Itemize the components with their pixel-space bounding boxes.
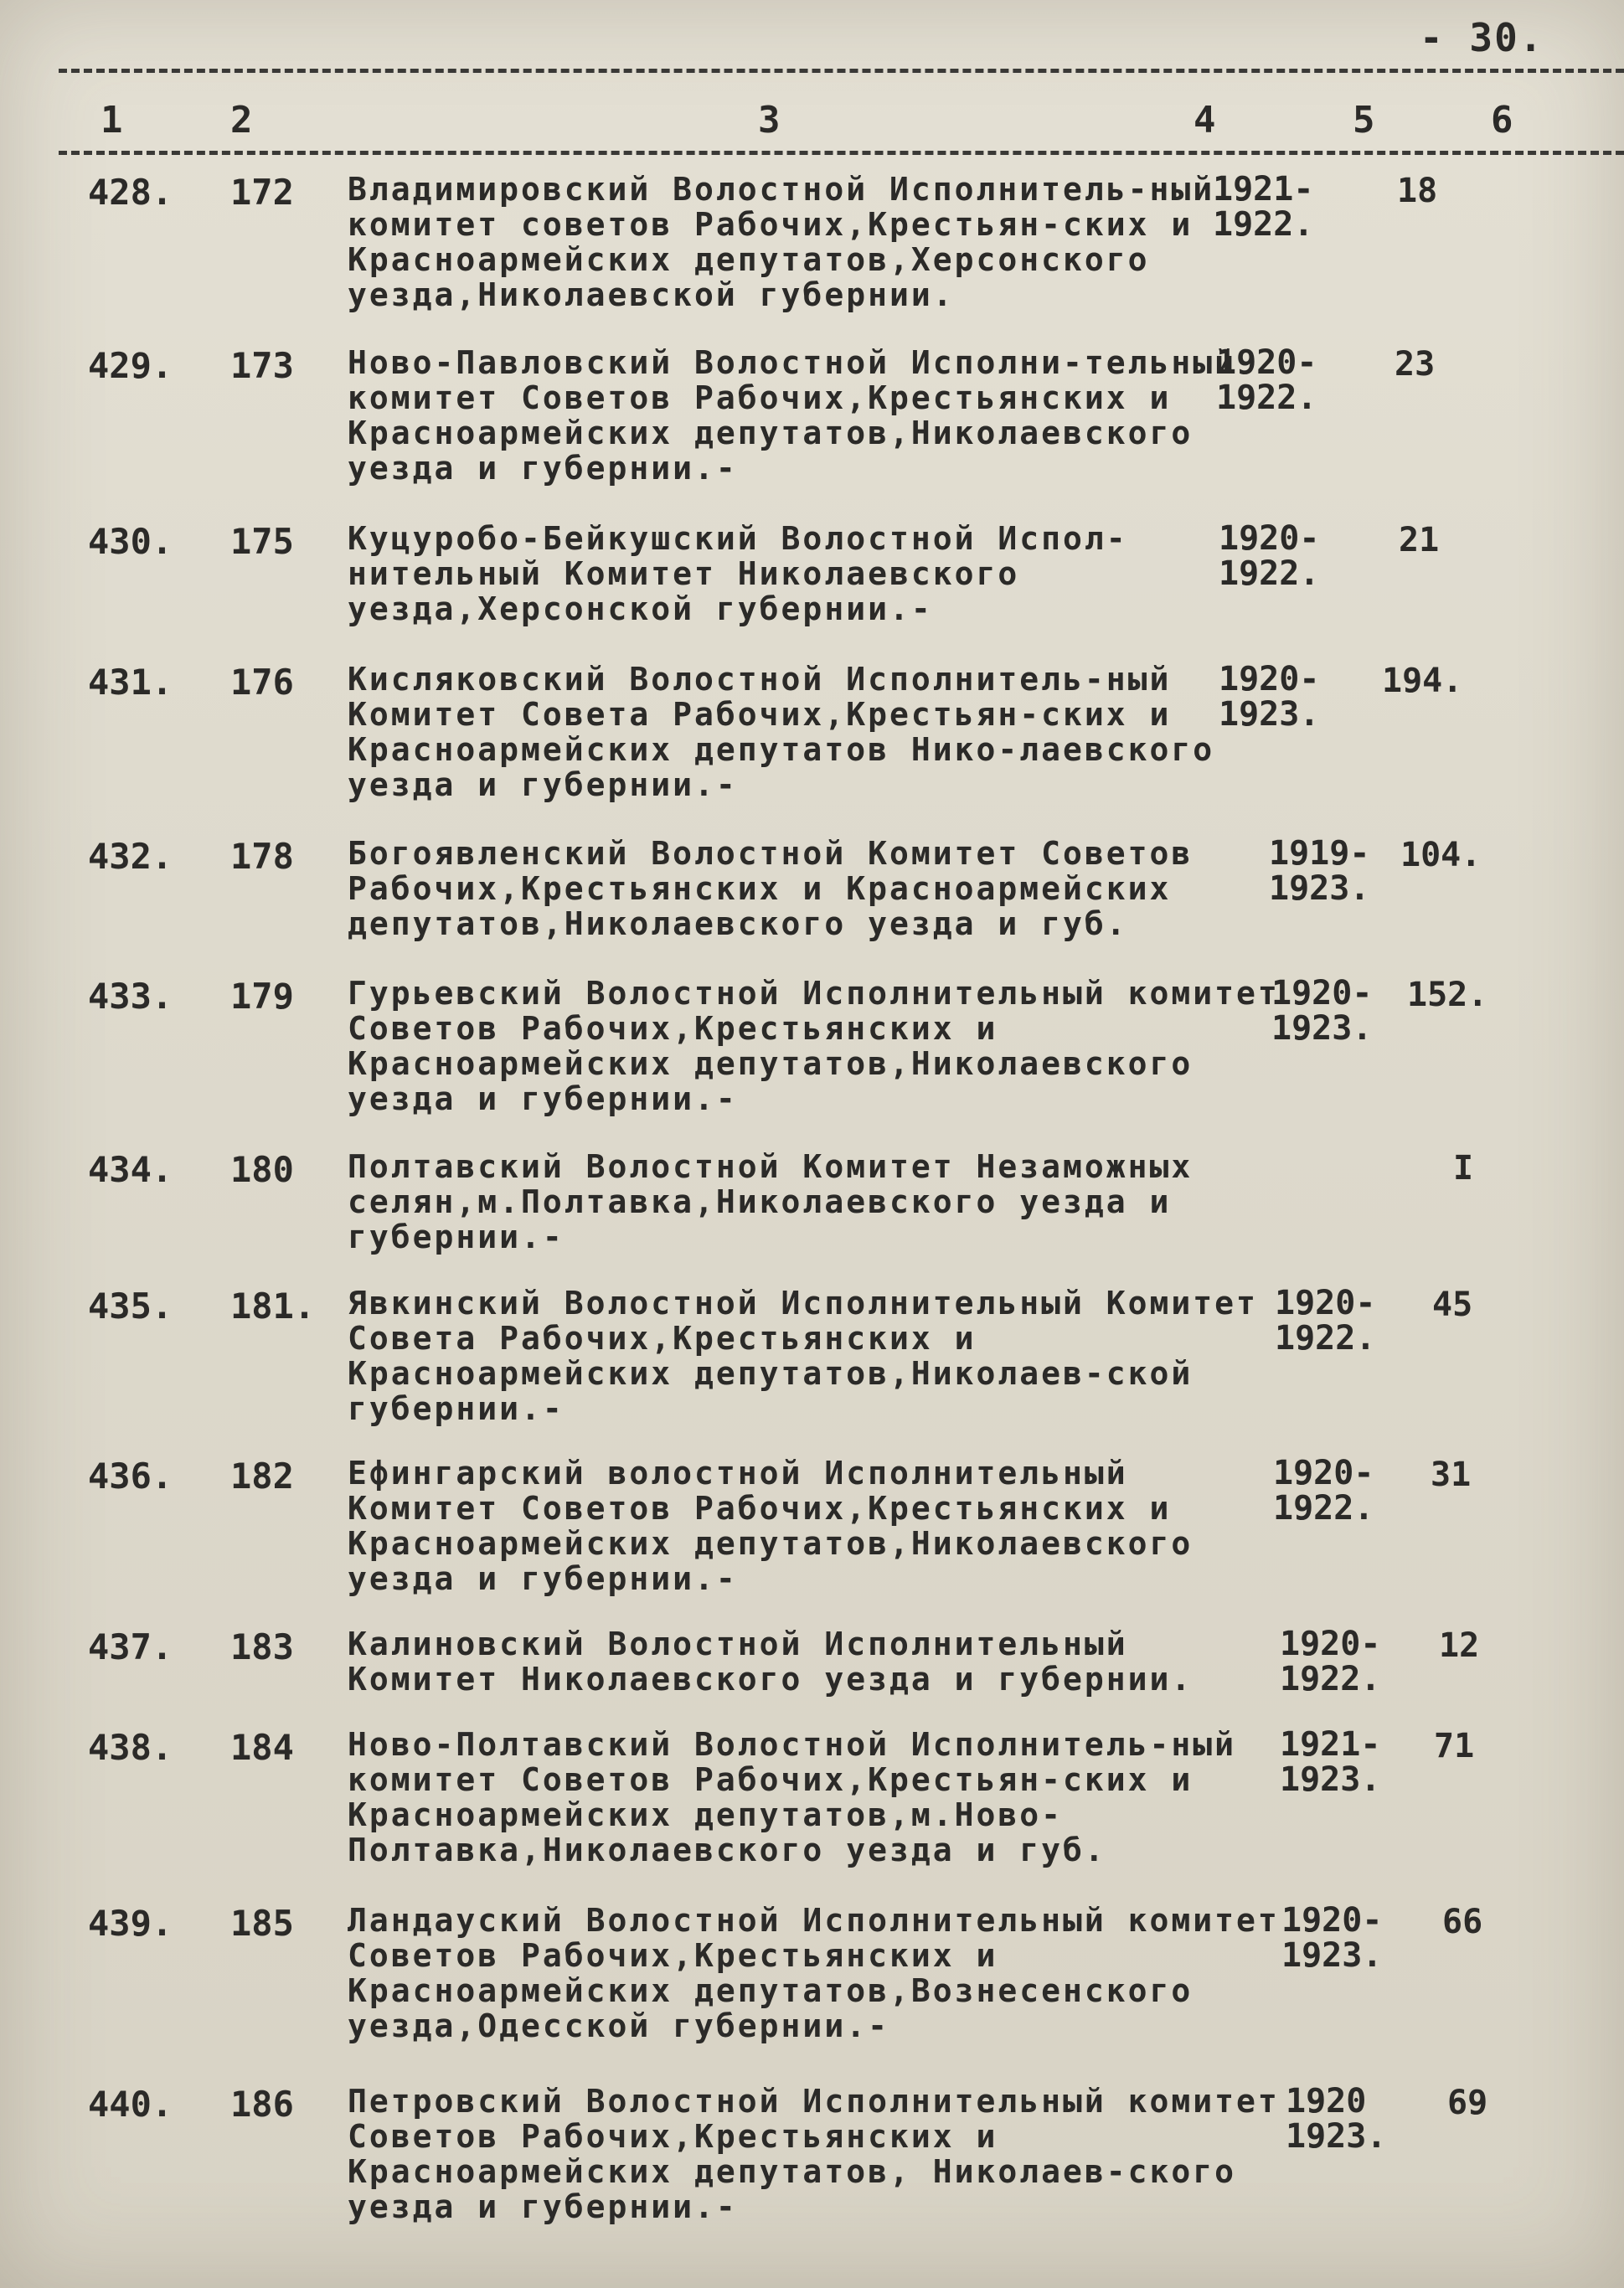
- date-start: 1920-: [1216, 343, 1317, 382]
- fund-number: 176: [230, 662, 294, 703]
- column-header-4: 4: [1194, 99, 1216, 142]
- column-header-2: 2: [230, 99, 253, 142]
- date-start: 1921-: [1213, 170, 1314, 209]
- date-end: 1923.: [1286, 2117, 1387, 2156]
- date-start: 1920-: [1219, 660, 1320, 698]
- file-count: 194.: [1382, 662, 1463, 700]
- file-count: 66: [1442, 1903, 1483, 1941]
- column-header-1: 1: [101, 99, 123, 142]
- fund-number: 186: [230, 2084, 294, 2125]
- fund-title: Богоявленский Волостной Комитет Советов Рабочих,Крестьянских и Красноармейских депутатов,Николаевского уезда и губ.: [348, 835, 1194, 942]
- page-number: - 30.: [1420, 15, 1544, 60]
- fund-number: 183: [230, 1626, 294, 1667]
- date-end: 1923.: [1280, 1760, 1381, 1799]
- column-header-6: 6: [1491, 99, 1513, 142]
- date-end: 1922.: [1213, 205, 1314, 244]
- entry-number: 438.: [88, 1727, 173, 1768]
- file-count: 152.: [1407, 976, 1488, 1014]
- fund-number: 175: [230, 521, 294, 562]
- date-start: 1920-: [1219, 519, 1320, 558]
- entry-number: 433.: [88, 976, 173, 1017]
- file-count: I: [1453, 1149, 1474, 1188]
- entry-number: 439.: [88, 1903, 173, 1944]
- date-range: [1216, 345, 1317, 415]
- entry-number: 436.: [88, 1456, 173, 1497]
- entry-number: 430.: [88, 521, 173, 562]
- date-range: [1281, 1903, 1382, 1973]
- fund-number: 184: [230, 1727, 294, 1768]
- file-count: 71: [1434, 1727, 1475, 1765]
- date-end: 1922.: [1273, 1489, 1374, 1528]
- entry-number: 434.: [88, 1149, 173, 1190]
- date-range: [1286, 2084, 1386, 2154]
- fund-title: Петровский Волостной Исполнительный комитет Советов Рабочих,Крестьянских и Красноармейских депутатов, Николаев-ского уезда и губернии.-: [348, 2083, 1280, 2225]
- fund-number: 173: [230, 345, 294, 386]
- date-range: [1219, 521, 1319, 591]
- date-end: 1922.: [1280, 1660, 1381, 1698]
- column-header-5: 5: [1353, 99, 1375, 142]
- fund-number: 172: [230, 172, 294, 213]
- header-rule-top: [59, 69, 1624, 73]
- fund-title: Явкинский Волостной Исполнительный Комитет Совета Рабочих,Крестьянских и Красноармейских депутатов,Николаев-ской губернии.-: [348, 1285, 1258, 1427]
- fund-title: Полтавский Волостной Комитет Незаможных селян,м.Полтавка,Николаевского уезда и губернии.-: [348, 1148, 1194, 1255]
- column-header-3: 3: [758, 99, 781, 142]
- date-start: 1920: [1286, 2082, 1367, 2121]
- fund-title: Ново-Полтавский Волостной Исполнитель-ный комитет Советов Рабочих,Крестьян-ских и Красноармейских депутатов,м.Ново-Полтавка,Николаевского уезда и губ.: [348, 1726, 1236, 1868]
- date-range: [1275, 1286, 1375, 1356]
- fund-number: 181.: [230, 1286, 316, 1327]
- file-count: 45: [1432, 1286, 1473, 1324]
- fund-title: Ново-Павловский Волостной Исполни-тельный комитет Советов Рабочих,Крестьянских и Красноармейских депутатов,Николаевского уезда и губернии.-: [348, 344, 1236, 487]
- entry-number: 437.: [88, 1626, 173, 1667]
- fund-title: Владимировский Волостной Исполнитель-ный комитет советов Рабочих,Крестьян-ских и Красноармейских депутатов,Херсонского уезда,Николаевской губернии.: [348, 171, 1215, 313]
- date-range: [1271, 976, 1372, 1046]
- entry-number: 428.: [88, 172, 173, 213]
- file-count: 23: [1395, 345, 1436, 384]
- date-range: [1213, 172, 1313, 242]
- fund-number: 180: [230, 1149, 294, 1190]
- entry-number: 429.: [88, 345, 173, 386]
- file-count: 104.: [1400, 836, 1482, 874]
- date-start: 1920-: [1280, 1625, 1381, 1663]
- date-start: 1920-: [1275, 1284, 1376, 1322]
- date-end: 1923.: [1269, 869, 1370, 908]
- date-end: 1922.: [1275, 1319, 1376, 1358]
- entry-number: 440.: [88, 2084, 173, 2125]
- date-range: [1269, 836, 1369, 906]
- file-count: 21: [1399, 521, 1440, 559]
- date-range: [1273, 1456, 1374, 1526]
- date-range: [1219, 662, 1319, 732]
- fund-title: Куцуробо-Бейкушский Волостной Испол-нительный Комитет Николаевского уезда,Херсонской губернии.-: [348, 520, 1128, 627]
- fund-title: Калиновский Волостной Исполнительный Комитет Николаевского уезда и губернии.: [348, 1626, 1194, 1698]
- fund-number: 178: [230, 836, 294, 877]
- file-count: 12: [1439, 1626, 1480, 1665]
- file-count: 31: [1431, 1456, 1472, 1494]
- header-rule-bottom: [59, 151, 1624, 155]
- file-count: 69: [1447, 2084, 1488, 2122]
- fund-title: Ландауский Волостной Исполнительный комитет Советов Рабочих,Крестьянских и Красноармейских депутатов,Вознесенского уезда,Одесской губернии.-: [348, 1902, 1280, 2044]
- fund-number: 182: [230, 1456, 294, 1497]
- date-start: 1920-: [1271, 974, 1373, 1013]
- fund-title: Ефингарский волостной Исполнительный Комитет Советов Рабочих,Крестьянских и Красноармейских депутатов,Николаевского уезда и губернии.-: [348, 1455, 1194, 1597]
- file-count: 18: [1397, 172, 1438, 210]
- entry-number: 431.: [88, 662, 173, 703]
- date-end: 1923.: [1281, 1936, 1383, 1975]
- fund-number: 179: [230, 976, 294, 1017]
- fund-title: Кисляковский Волостной Исполнитель-ный Комитет Совета Рабочих,Крестьян-ских и Красноармейских депутатов Нико-лаевского уезда и губернии.-: [348, 661, 1215, 803]
- date-start: 1920-: [1273, 1454, 1374, 1492]
- date-range: [1280, 1727, 1380, 1797]
- fund-number: 185: [230, 1903, 294, 1944]
- date-start: 1919-: [1269, 834, 1370, 873]
- date-end: 1923.: [1219, 695, 1320, 734]
- date-range: [1280, 1626, 1380, 1697]
- fund-title: Гурьевский Волостной Исполнительный комитет Советов Рабочих,Крестьянских и Красноармейских депутатов,Николаевского уезда и губернии.-: [348, 975, 1280, 1117]
- date-start: 1920-: [1281, 1901, 1383, 1940]
- date-end: 1922.: [1216, 379, 1317, 417]
- date-end: 1922.: [1219, 554, 1320, 593]
- entry-number: 435.: [88, 1286, 173, 1327]
- date-start: 1921-: [1280, 1725, 1381, 1764]
- date-end: 1923.: [1271, 1009, 1373, 1048]
- entry-number: 432.: [88, 836, 173, 877]
